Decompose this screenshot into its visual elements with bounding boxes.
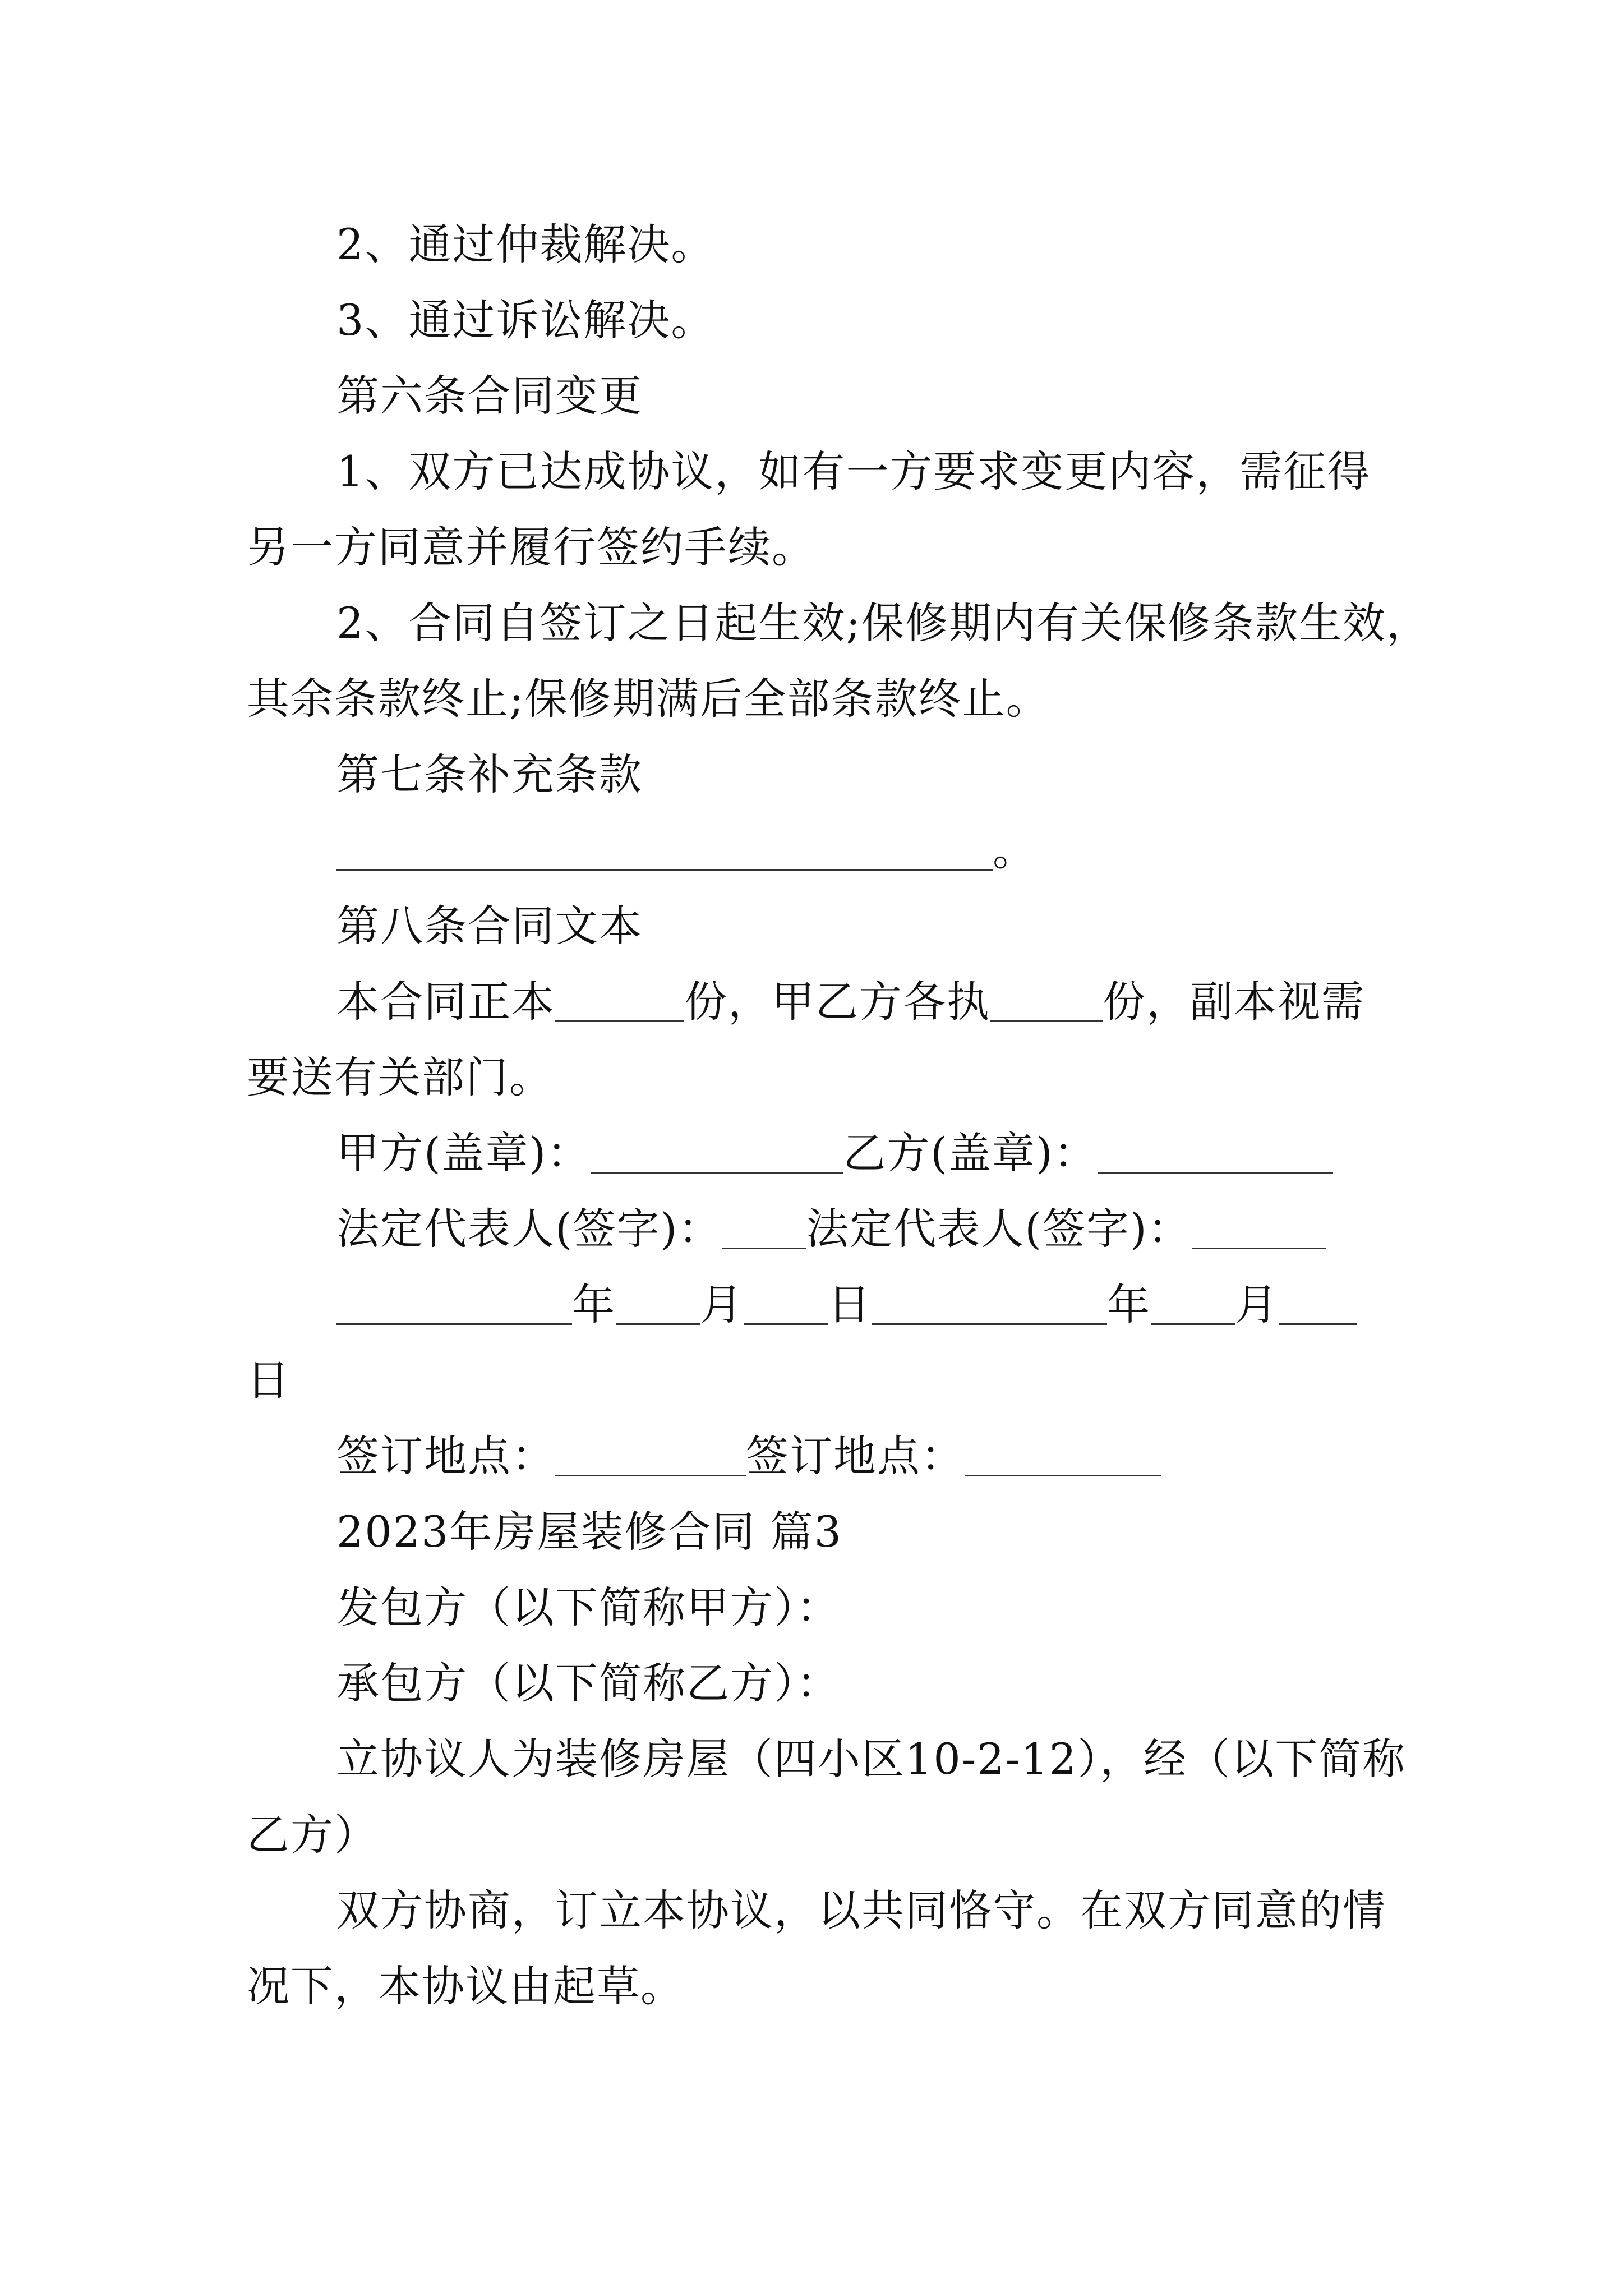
party-a-month-blank: [616, 1283, 700, 1325]
party-b-month-label: 月: [1235, 1280, 1279, 1329]
party-a-signing-place-label: 签订地点：: [336, 1431, 555, 1481]
party-a-day-blank: [744, 1283, 828, 1325]
party-b-month-blank: [1151, 1283, 1235, 1325]
supplementary-terms-line: [336, 825, 1481, 876]
party-a-year-blank: [336, 1283, 572, 1325]
party-a-representative-label: 法定代表人(签字)：: [336, 1204, 722, 1254]
period-mark: 。: [993, 825, 1036, 875]
agreement-consensus-line-2: 况下，本协议由起草。: [247, 1961, 684, 2011]
article-6-item-2-line-2: 其余条款终止;保修期满后全部条款终止。: [247, 674, 1050, 724]
party-b-representative-blank: [1192, 1207, 1326, 1249]
party-a-day-label: 日: [828, 1280, 872, 1329]
agreement-intro-line-2: 乙方）: [247, 1810, 378, 1860]
date-line: [336, 1279, 1481, 1331]
each-party-copies-blank: [990, 980, 1103, 1022]
clause-arbitration: 2、通过仲裁解决。: [336, 219, 715, 269]
party-b-representative-label: 法定代表人(签字)：: [806, 1204, 1192, 1254]
signing-place-line: [336, 1430, 1481, 1482]
heading-article-7: 第七条补充条款: [336, 749, 643, 799]
party-b-year-label: 年: [1107, 1280, 1151, 1329]
article-6-item-1-line-1: 1、双方已达成协议，如有一方要求变更内容，需征得: [336, 447, 1371, 496]
contractor-line: 承包方（以下简称乙方）：: [336, 1658, 840, 1708]
party-a-seal-blank: [591, 1131, 843, 1174]
party-a-year-label: 年: [572, 1280, 616, 1329]
seal-line: [336, 1128, 1481, 1179]
party-b-seal-blank: [1098, 1131, 1333, 1174]
copies-label-each: 份，甲乙方各执: [684, 977, 990, 1027]
representative-line: [336, 1203, 1481, 1255]
party-a-signing-place-blank: [555, 1434, 746, 1476]
clause-litigation: 3、通过诉讼解决。: [336, 295, 715, 345]
copies-label-original: 本合同正本: [336, 977, 555, 1027]
heading-article-8: 第八条合同文本: [336, 901, 643, 951]
party-b-signing-place-label: 签订地点：: [746, 1431, 965, 1481]
agreement-consensus-line-1: 双方协商，订立本协议，以共同恪守。在双方同意的情: [336, 1885, 1386, 1935]
party-b-signing-place-blank: [965, 1434, 1161, 1476]
party-a-month-label: 月: [700, 1280, 744, 1329]
employer-line: 发包方（以下简称甲方）：: [336, 1582, 840, 1632]
original-copies-blank: [555, 980, 684, 1022]
party-b-day-blank: [1279, 1283, 1357, 1325]
contract-3-title: 2023年房屋装修合同 篇3: [336, 1507, 842, 1557]
agreement-intro-line-1: 立协议人为装修房屋（四小区10-2-12），经（以下简称: [336, 1734, 1407, 1784]
party-a-seal-label: 甲方(盖章)：: [336, 1128, 591, 1178]
article-6-item-1-line-2: 另一方同意并履行签约手续。: [247, 522, 815, 572]
party-b-year-blank: [872, 1283, 1107, 1325]
copies-line-2: 要送有关部门。: [247, 1052, 553, 1102]
party-b-seal-label: 乙方(盖章)：: [843, 1128, 1098, 1178]
heading-article-6: 第六条合同变更: [336, 371, 643, 421]
supplementary-terms-blank: [336, 829, 993, 871]
party-a-representative-blank: [722, 1207, 806, 1249]
copies-line-1: [336, 976, 1481, 1028]
copies-label-duplicate: 份，副本视需: [1103, 977, 1365, 1027]
date-line-wrap: 日: [247, 1355, 291, 1405]
article-6-item-2-line-1: 2、合同自签订之日起生效;保修期内有关保修条款生效，: [336, 598, 1430, 648]
